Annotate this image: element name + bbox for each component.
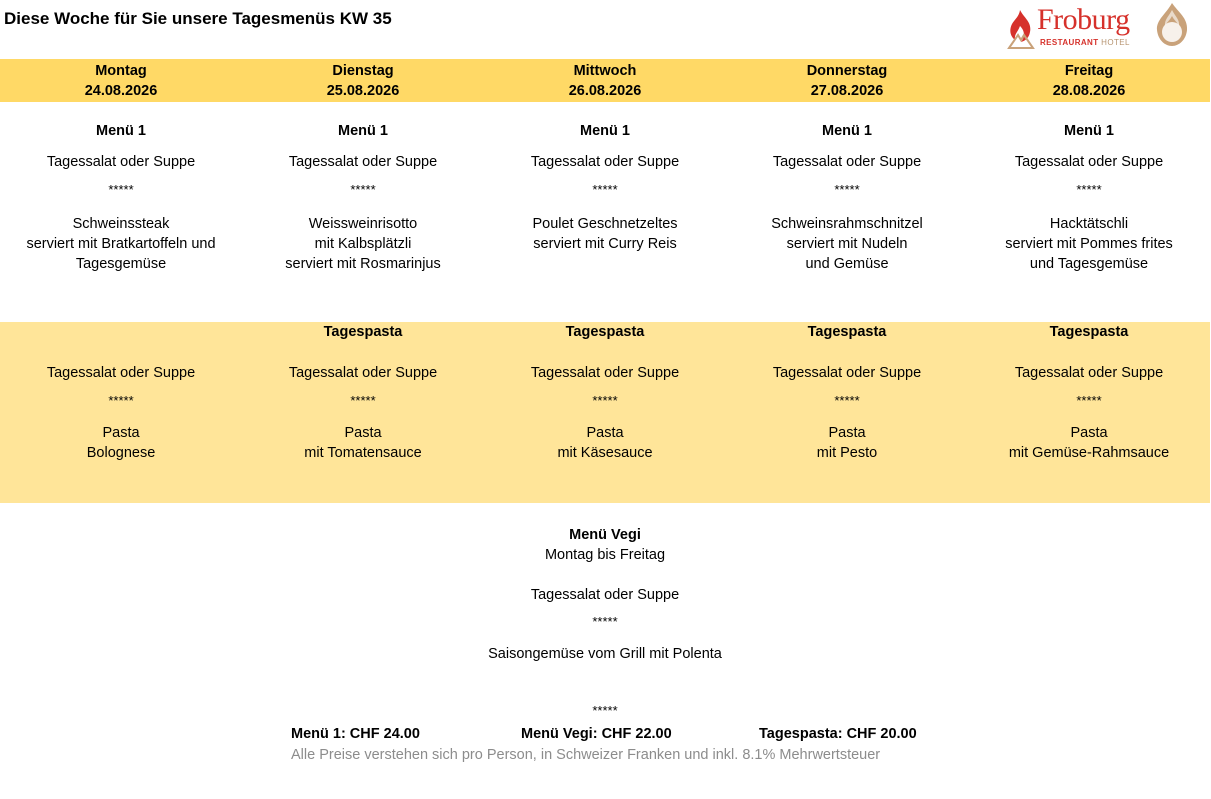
menu1-dish-line: serviert mit Nudeln xyxy=(786,236,908,252)
vegi-subtitle: Montag bis Freitag xyxy=(544,547,666,563)
menu1-dish-line: Tagesgemüse xyxy=(75,256,167,272)
pasta-column xyxy=(484,322,726,463)
weekday-column xyxy=(0,59,242,102)
pasta-starter: Tagessalat oder Suppe xyxy=(772,365,922,381)
pasta-separator: ***** xyxy=(350,393,376,408)
pasta-dish xyxy=(0,423,242,463)
menu1-dish-line: Poulet Geschnetzeltes xyxy=(532,216,678,232)
price-pasta: Tagespasta: CHF 20.00 xyxy=(759,726,917,742)
pasta-title xyxy=(0,322,242,342)
menu1-dish xyxy=(726,214,968,274)
menu1-column xyxy=(726,121,968,274)
price-menu1: Menü 1: CHF 24.00 xyxy=(291,726,420,742)
pasta-title: Tagespasta xyxy=(323,324,403,340)
menu1-dish-line: mit Kalbsplätzli xyxy=(314,236,412,252)
menu1-separator: ***** xyxy=(592,182,618,197)
froburg-logo xyxy=(1006,2,1192,50)
menu1-starter: Tagessalat oder Suppe xyxy=(530,154,680,170)
weekday-name: Dienstag xyxy=(332,63,394,79)
menu1-dish xyxy=(968,214,1210,274)
menu1-starter: Tagessalat oder Suppe xyxy=(288,154,438,170)
menu1-column xyxy=(0,121,242,274)
pasta-dish-line: Pasta xyxy=(344,425,382,441)
pasta-dish-line: mit Pesto xyxy=(816,445,878,461)
pasta-title: Tagespasta xyxy=(807,324,887,340)
weekday-date: 25.08.2026 xyxy=(326,83,400,99)
vegi-section xyxy=(0,525,1210,721)
menu1-title: Menü 1 xyxy=(1064,123,1114,139)
menu1-dish-line: und Tagesgemüse xyxy=(1029,256,1149,272)
menu1-dish-line: serviert mit Rosmarinjus xyxy=(285,256,441,272)
price-note: Alle Preise verstehen sich pro Person, in Schweizer Franken und inkl. 8.1% Mehrwertsteuer xyxy=(291,747,881,763)
weekday-date: 28.08.2026 xyxy=(1052,83,1126,99)
vegi-dish: Saisongemüse vom Grill mit Polenta xyxy=(488,646,722,662)
price-vegi: Menü Vegi: CHF 22.00 xyxy=(521,726,672,742)
pasta-column xyxy=(0,322,242,463)
menu1-separator: ***** xyxy=(1076,182,1102,197)
menu1-starter: Tagessalat oder Suppe xyxy=(1014,154,1164,170)
menu1-row xyxy=(0,121,1210,274)
weekday-name: Mittwoch xyxy=(573,63,637,79)
menu1-separator: ***** xyxy=(834,182,860,197)
menu1-column xyxy=(484,121,726,274)
pasta-dish xyxy=(484,423,726,463)
pasta-dish-line: mit Gemüse-Rahmsauce xyxy=(1008,445,1170,461)
vegi-title: Menü Vegi xyxy=(569,527,641,543)
menu1-dish xyxy=(242,214,484,274)
weekday-date: 27.08.2026 xyxy=(810,83,884,99)
pasta-dish-line: Pasta xyxy=(102,425,140,441)
menu1-title: Menü 1 xyxy=(580,123,630,139)
pasta-dish xyxy=(242,423,484,463)
weekday-name: Donnerstag xyxy=(806,63,888,79)
pasta-column xyxy=(726,322,968,463)
pasta-column xyxy=(242,322,484,463)
pasta-dish xyxy=(726,423,968,463)
flame-icon xyxy=(1006,8,1036,50)
menu1-title: Menü 1 xyxy=(822,123,872,139)
pasta-dish-line: Bolognese xyxy=(86,445,156,461)
logo-subtitle xyxy=(1040,38,1130,47)
weekday-column xyxy=(484,59,726,102)
pasta-band-notch xyxy=(0,500,242,503)
menu1-starter: Tagessalat oder Suppe xyxy=(772,154,922,170)
vegi-starter: Tagessalat oder Suppe xyxy=(530,587,680,603)
pasta-starter: Tagessalat oder Suppe xyxy=(288,365,438,381)
pasta-separator: ***** xyxy=(592,393,618,408)
menu1-dish-line: Schweinssteak xyxy=(72,216,170,232)
pasta-dish-line: Pasta xyxy=(828,425,866,441)
menu1-starter: Tagessalat oder Suppe xyxy=(46,154,196,170)
weekday-name: Freitag xyxy=(1064,63,1114,79)
menu1-separator: ***** xyxy=(350,182,376,197)
menu1-dish-line: serviert mit Bratkartoffeln und xyxy=(26,236,216,252)
vegi-separator-2: ***** xyxy=(592,703,618,718)
weekday-column xyxy=(242,59,484,102)
pasta-separator: ***** xyxy=(1076,393,1102,408)
weekday-column xyxy=(726,59,968,102)
pasta-dish-line: mit Tomatensauce xyxy=(304,445,422,461)
menu1-dish-line: Schweinsrahmschnitzel xyxy=(771,216,923,232)
menu1-separator: ***** xyxy=(108,182,134,197)
menu1-dish-line: serviert mit Curry Reis xyxy=(533,236,677,252)
pasta-dish-line: Pasta xyxy=(1070,425,1108,441)
logo-sub-restaurant: RESTAURANT xyxy=(1040,38,1099,47)
pasta-dish-line: mit Käsesauce xyxy=(557,445,653,461)
menu1-title: Menü 1 xyxy=(96,123,146,139)
menu1-dish xyxy=(0,214,242,274)
logo-wordmark: Froburg xyxy=(1037,3,1130,36)
weekday-column xyxy=(968,59,1210,102)
pasta-row xyxy=(0,322,1210,463)
menu1-title: Menü 1 xyxy=(338,123,388,139)
pasta-starter: Tagessalat oder Suppe xyxy=(530,365,680,381)
menu1-dish-line: und Gemüse xyxy=(805,256,889,272)
seal-flame-icon xyxy=(1152,2,1192,48)
weekday-date: 24.08.2026 xyxy=(84,83,158,99)
logo-sub-hotel: HOTEL xyxy=(1101,38,1130,47)
menu1-dish-line: Weissweinrisotto xyxy=(308,216,418,232)
pasta-starter: Tagessalat oder Suppe xyxy=(46,365,196,381)
page-title: Diese Woche für Sie unsere Tagesmenüs KW 35 xyxy=(4,9,392,28)
pasta-dish xyxy=(968,423,1210,463)
weekday-date: 26.08.2026 xyxy=(568,83,642,99)
weekday-header-band xyxy=(0,59,1210,102)
pasta-starter: Tagessalat oder Suppe xyxy=(1014,365,1164,381)
pasta-title: Tagespasta xyxy=(1049,324,1129,340)
menu1-dish-line: Hacktätschli xyxy=(1049,216,1129,232)
weekday-name: Montag xyxy=(95,63,147,79)
menu1-dish-line: serviert mit Pommes frites xyxy=(1005,236,1173,252)
vegi-separator: ***** xyxy=(592,614,618,629)
menu1-column xyxy=(242,121,484,274)
pasta-dish-line: Pasta xyxy=(586,425,624,441)
pasta-separator: ***** xyxy=(108,393,134,408)
menu1-column xyxy=(968,121,1210,274)
menu1-dish xyxy=(484,214,726,254)
pasta-column xyxy=(968,322,1210,463)
pasta-separator: ***** xyxy=(834,393,860,408)
pasta-title: Tagespasta xyxy=(565,324,645,340)
